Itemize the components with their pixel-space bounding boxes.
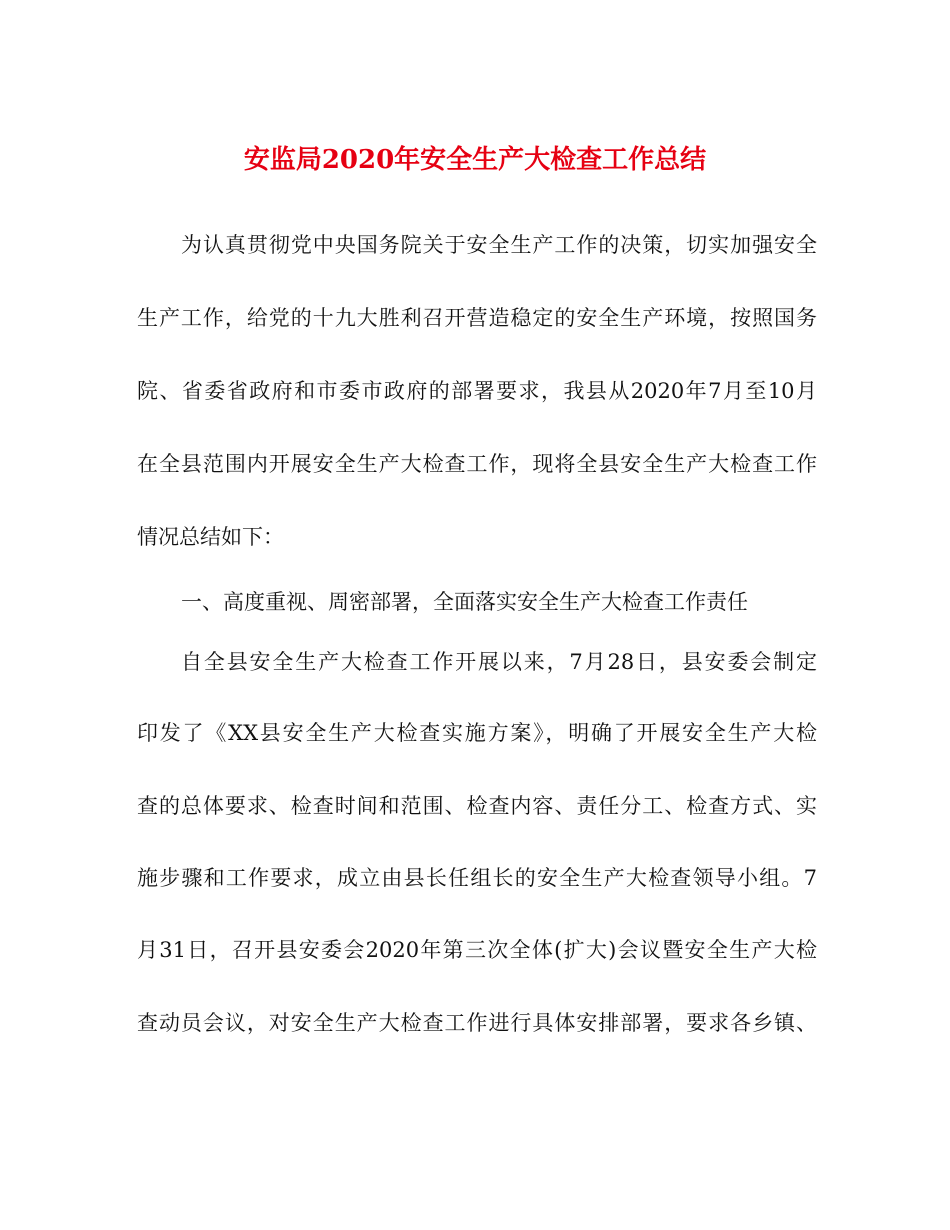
document-title: 安监局2020年安全生产大检查工作总结: [243, 145, 707, 175]
paragraph-2-line-3: 查的总体要求、检查时间和范围、检查内容、责任分工、检查方式、实: [137, 794, 817, 818]
paragraph-1-line-5: 情况总结如下：: [137, 525, 284, 549]
paragraph-1-line-1: 为认真贯彻党中央国务院关于安全生产工作的决策，切实加强安全: [181, 233, 817, 257]
paragraph-2-line-6: 查动员会议，对安全生产大检查工作进行具体安排部署，要求各乡镇、: [137, 1011, 817, 1035]
paragraph-2-line-2: 印发了《XX县安全生产大检查实施方案》，明确了开展安全生产大检: [137, 721, 817, 745]
paragraph-1-line-4: 在全县范围内开展安全生产大检查工作，现将全县安全生产大检查工作: [137, 452, 817, 476]
section-heading-1: 一、高度重视、周密部署，全面落实安全生产大检查工作责任: [181, 590, 748, 614]
paragraph-2-line-5: 月31日，召开县安委会2020年第三次全体(扩大)会议暨安全生产大检: [137, 938, 817, 962]
paragraph-2-line-4: 施步骤和工作要求，成立由县长任组长的安全生产大检查领导小组。7: [137, 866, 817, 890]
paragraph-1-line-3: 院、省委省政府和市委市政府的部署要求，我县从2020年7月至10月: [137, 379, 817, 403]
paragraph-2-line-1: 自全县安全生产大检查工作开展以来，7月28日，县安委会制定: [181, 650, 817, 674]
paragraph-1-line-2: 生产工作，给党的十九大胜利召开营造稳定的安全生产环境，按照国务: [137, 306, 817, 330]
